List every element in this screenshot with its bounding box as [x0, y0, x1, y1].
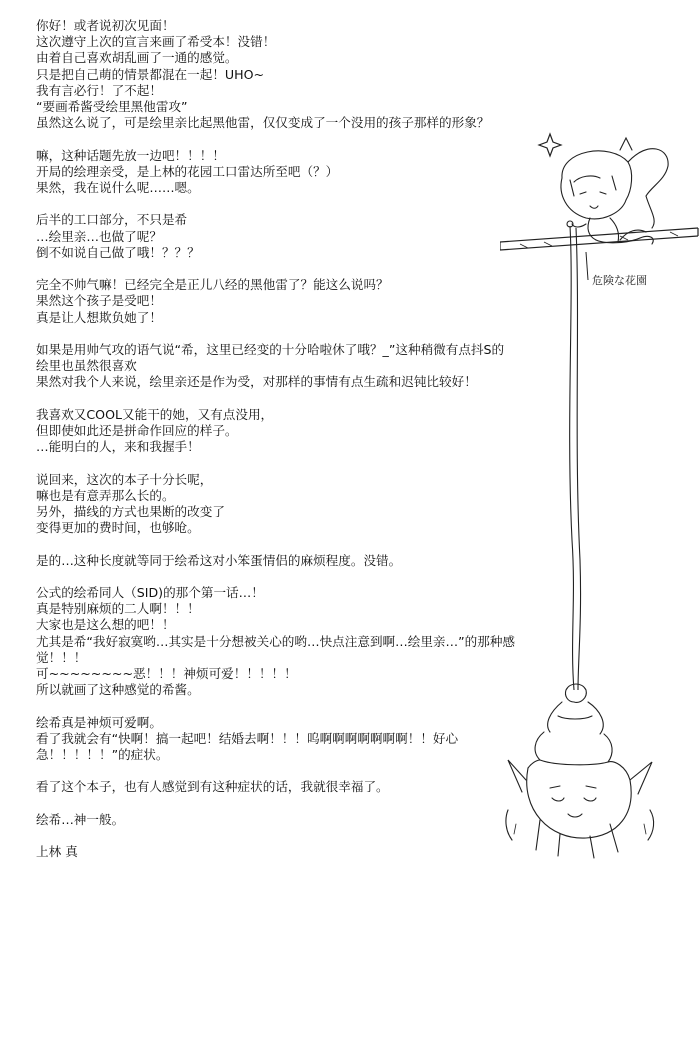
text-line: 是的…这种长度就等同于绘希这对小笨蛋情侣的麻烦程度。没错。 [36, 552, 402, 568]
paragraph-5 [36, 342, 516, 391]
text-line: 由着自己喜欢胡乱画了一通的感觉。 [36, 50, 238, 66]
text-line: …绘里亲…也做了呢？ [36, 228, 162, 244]
sparkle-icon [539, 134, 561, 156]
text-line: 倒不如说自己做了哦！？？？ [36, 244, 200, 260]
text-line: 绘希真是神烦可爱啊。 [36, 714, 162, 730]
text-line: 说回来，这次的本子十分长呢， [36, 471, 213, 487]
garden-sign [586, 252, 647, 287]
text-line: 果然这个孩子是受吧！ [36, 293, 162, 309]
text-line: 完全不帅气嘛！已经完全是正儿八经的黑他雷了？能这么说吗？ [36, 277, 389, 293]
text-line: 尤其是希“我好寂寞哟…其实是十分想被关心的哟…快点注意到啊…绘里亲…”的那种感觉！！！ [36, 633, 516, 665]
paragraph-11 [36, 779, 516, 795]
text-line: …能明白的人，来和我握手！ [36, 439, 200, 455]
text-line: 你好！或者说初次见面！ [36, 18, 175, 33]
garden-sign-text: 危険な花園 [592, 274, 647, 287]
text-line: 真是特别麻烦的二人啊！！！ [36, 601, 200, 617]
text-line: 大家也是这么想的吧！！ [36, 617, 175, 633]
text-line: 看了我就会有“快啊！搞一起吧！结婚去啊！！！呜啊啊啊啊啊啊啊！！好心急！！！！！”的症状。 [36, 730, 459, 762]
text-line: 果然，我在说什么呢……嗯。 [36, 180, 200, 196]
text-line: 变得更加的费时间，也够呛。 [36, 520, 200, 536]
text-line: 可~~~~~~~~恶！！！神烦可爱！！！！！ [36, 666, 297, 681]
text-line: 另外，描线的方式也果断的改变了 [36, 504, 225, 519]
text-line: 嘛也是有意弄那么长的。 [36, 487, 175, 503]
ledge [500, 228, 698, 250]
paragraph-12 [36, 812, 516, 828]
sketch-drawing [500, 120, 700, 880]
afterword-text [36, 18, 516, 877]
chibi-character-bottom [506, 684, 654, 858]
text-line: 我有言必行！了不起！ [36, 82, 162, 98]
text-line: 所以就画了这种感觉的希酱。 [36, 682, 200, 698]
paragraph-3 [36, 212, 516, 261]
text-line: 真是让人想欺负她了！ [36, 309, 162, 325]
paragraph-2 [36, 148, 516, 197]
text-line: 但即使如此还是拼命作回应的样子。 [36, 423, 238, 438]
text-line: 嘛，这种话题先放一边吧！！！！ [36, 147, 225, 163]
paragraph-6 [36, 407, 516, 456]
text-line: 后半的工口部分，不只是希 [36, 212, 188, 228]
hanging-string [570, 226, 581, 690]
chibi-character-top [561, 138, 668, 244]
paragraph-10 [36, 715, 516, 764]
signature-text: 上林 真 [36, 844, 78, 860]
paragraph-4 [36, 277, 516, 326]
text-line: 我喜欢又COOL又能干的她，又有点没用， [36, 406, 274, 422]
text-line: 果然对我个人来说，绘里亲还是作为受，对那样的事情有点生疏和迟钝比较好！ [36, 374, 477, 390]
text-line: 虽然这么说了，可是绘里亲比起黑他雷，仅仅变成了一个没用的孩子那样的形象？ [36, 115, 490, 131]
text-line: 这次遵守上次的宣言来画了希受本！没错！ [36, 34, 276, 50]
sketch-illustration [500, 120, 700, 880]
text-line: 绘希…神一般。 [36, 811, 125, 827]
paragraph-9 [36, 585, 516, 698]
text-line: 开局的绘理亲受，是上林的花园工口雷达所至吧（？） [36, 163, 339, 179]
text-line: 公式的绘希同人（SID)的那个第一话…！ [36, 584, 264, 600]
text-line: 如果是用帅气攻的语气说“希，这里已经变的十分哈啦休了哦？_”这种稍微有点抖S的绘里也虽然很喜欢 [36, 342, 505, 374]
paragraph-7 [36, 472, 516, 537]
paragraph-8 [36, 553, 516, 569]
text-line: “要画希酱受绘里黑他雷攻” [36, 99, 188, 115]
paragraph-1 [36, 18, 516, 131]
text-line: 只是把自己萌的情景都混在一起！UHO~ [36, 66, 265, 82]
signature [36, 844, 516, 860]
text-line: 看了这个本子，也有人感觉到有这种症状的话，我就很幸福了。 [36, 779, 389, 795]
